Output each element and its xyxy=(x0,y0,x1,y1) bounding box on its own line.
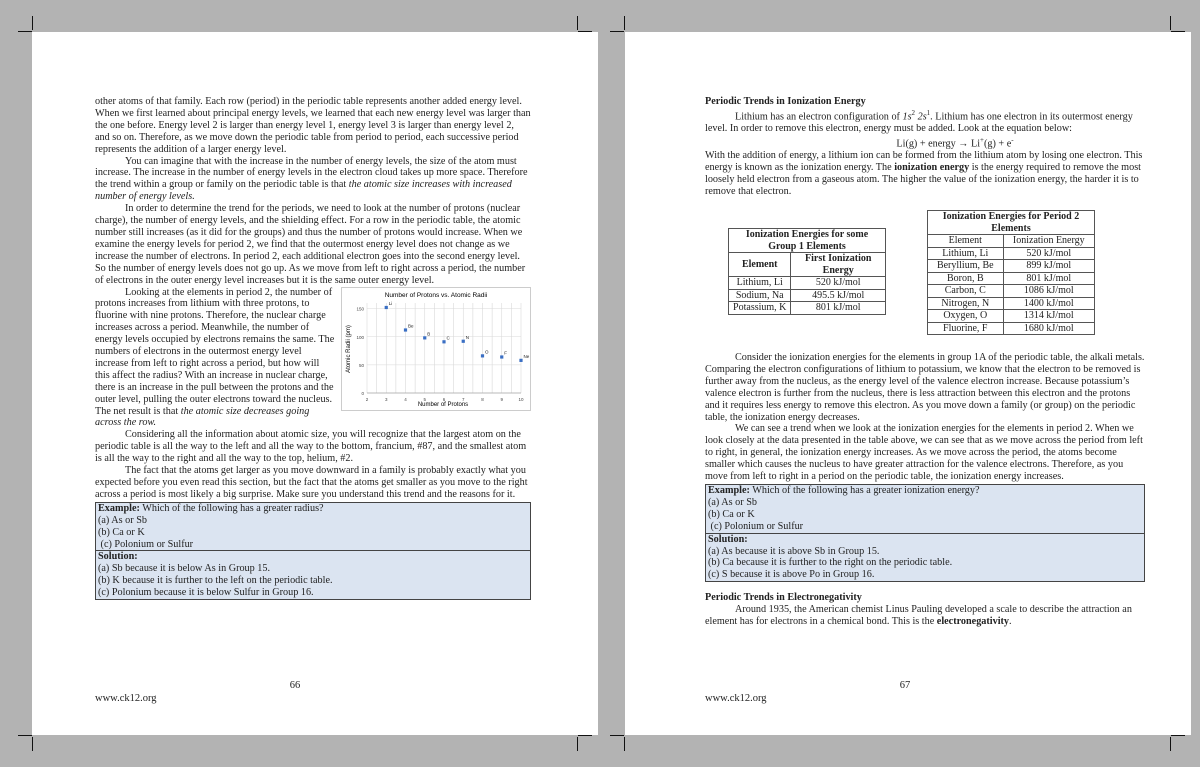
solution-line: (b) Ca because it is further to the right on the periodic table. xyxy=(708,557,953,569)
x-tick-label: 7 xyxy=(461,396,465,402)
example-option: (c) Polonium or Sulfur xyxy=(708,520,804,532)
data-point xyxy=(519,358,522,361)
data-point xyxy=(385,305,388,308)
example-option: (b) Ca or K xyxy=(98,526,145,538)
data-point xyxy=(404,328,407,331)
example-question: Example: Which of the following has a greater ionization energy? (a) As or Sb (b) Ca or K (c) Polonium or Sulfur xyxy=(706,485,1144,533)
example-option: (c) Polonium or Sulfur xyxy=(98,538,194,550)
y-axis-label: Atomic Radii (pm) xyxy=(346,324,352,373)
x-tick-label: 8 xyxy=(481,396,484,402)
y-tick-label: 0 xyxy=(361,390,364,396)
atomic-radii-chart xyxy=(341,287,531,411)
x-tick-label: 4 xyxy=(404,396,407,402)
solution-line: (c) Polonium because it is below Sulfur in Group 16. xyxy=(98,587,314,599)
data-point-label: Li xyxy=(388,300,393,306)
chart-frame xyxy=(342,287,531,410)
right-page-body-lower xyxy=(705,352,1145,628)
table-row: Fluorine, F 1680 kJ/mol xyxy=(928,322,1095,335)
table-header-row: Element Ionization Energy xyxy=(928,235,1095,248)
table-header-row: Element First Ionization Energy xyxy=(729,253,886,277)
solution-line: (a) Sb because it is below As in Group 15. xyxy=(98,563,271,575)
data-point-label: F xyxy=(504,350,507,355)
footer-url: www.ck12.org xyxy=(95,693,157,704)
example-solution: Solution: (a) As because it is above Sb in Group 15. (b) Ca because it is further to the right on the periodic table. (c) S because it is above Po in Group 16. xyxy=(706,533,1144,582)
x-tick-label: 10 xyxy=(518,396,524,402)
table-row: Carbon, C 1086 kJ/mol xyxy=(928,285,1095,298)
page-number: 66 xyxy=(289,680,301,691)
solution-line: (a) As because it is above Sb in Group 15. xyxy=(708,545,880,557)
y-tick-label: 150 xyxy=(356,306,364,312)
page-66 xyxy=(32,32,598,735)
solution-line: (c) S because it is above Po in Group 16. xyxy=(708,569,875,581)
solution-line: (b) K because it is further to the left on the periodic table. xyxy=(98,575,333,587)
x-tick-label: 2 xyxy=(365,396,369,402)
example-box xyxy=(95,502,531,600)
x-tick-label: 9 xyxy=(500,396,504,402)
table-title: Ionization Energies for some Group 1 Elements xyxy=(729,229,886,253)
data-point xyxy=(462,339,465,342)
paragraph: other atoms of that family. Each row (period) in the periodic table represents another added energy level. When we first learned about principal energy levels, we learned that each new energy level was larger than the one before. Energy level 2 is larger than energy level 1, energy level 3 is larger than energy level 2, and so on. Therefore, as we move down the periodic table from period to period, each successive period represents the addition of a larger energy level. xyxy=(95,96,531,155)
table-row: Lithium, Li 520 kJ/mol xyxy=(729,277,886,290)
paragraph: Considering all the information about atomic size, you will recognize that the largest atom on the periodic table is all the way to the left and all the way to the bottom, francium, #87, and the smallest atom is all the way to the right and all the way to the top, helium, #2. xyxy=(95,429,527,465)
left-page-body xyxy=(95,96,531,600)
data-point xyxy=(423,336,426,339)
data-point-label: B xyxy=(427,330,431,336)
arrow-icon: → xyxy=(958,138,969,150)
chart-title: Number of Protons vs. Atomic Radii xyxy=(384,291,488,299)
footer-url: www.ck12.org xyxy=(705,693,767,704)
data-point-label: N xyxy=(465,334,469,340)
data-point-label: Be xyxy=(408,323,414,328)
table-title: Ionization Energies for Period 2 Elements xyxy=(928,211,1095,235)
example-solution: Solution: (a) Sb because it is below As in Group 15. (b) K because it is further to the left on the periodic table. (c) Polonium because it is below Sulfur in Group 16. xyxy=(96,550,530,599)
group1-ionization-table xyxy=(728,228,886,315)
table-row: Sodium, Na 495.5 kJ/mol xyxy=(729,289,886,302)
data-point xyxy=(442,340,445,343)
paragraph: In order to determine the trend for the periods, we need to look at the number of protons (nuclear charge), the number of energy levels, and the shielding effect. For a row in the periodic table, the atomic number still increases (as it did for the groups) and thus the number of protons would increase. When we examine the energy levels for period 2, we find that the outermost energy level does not change as we increase the number of electrons. In period 2, each additional electron goes into the second energy level. So the number of energy levels does not go up. As we move from left to right across a period, the number of electrons in the outer energy level increases but it is the same outer energy level. xyxy=(95,203,526,286)
equation: Li(g) + energy → Li+(g) + e- xyxy=(896,136,1014,150)
x-tick-label: 3 xyxy=(384,396,388,402)
data-point-label: C xyxy=(446,334,450,340)
data-point-label: O xyxy=(485,348,489,354)
example-option: (b) Ca or K xyxy=(708,508,755,520)
paragraph: Lithium has an electron configuration of $1s^2$ $2s^1$. Lithium has one electron in its outermost energy level. In order to remove this electron, energy must be added. Look at the equation below: xyxy=(705,108,1133,135)
page-67 xyxy=(625,32,1191,735)
table-row: Oxygen, O 1314 kJ/mol xyxy=(928,310,1095,323)
table-row: Boron, B 801 kJ/mol xyxy=(928,272,1095,285)
paragraph: Looking at the elements in period 2, the number of protons increases from lithium with three protons, to fluorine with nine protons. Therefore, the nuclear charge increases across a period. Meanwhile, the number of energy levels occupied by electrons remains the same. The numbers of electrons in the outermost energy level increase from left to right across a period, but how will this affect the radius? With an increase in nuclear charge, there is an increase in the pull between the protons and the outer level, pulling the outer electrons toward the nucleus. The net result is that the atomic size decreases going across the row. xyxy=(95,286,335,429)
x-axis-label: Number of Protons xyxy=(417,401,469,408)
data-point-label: Ne xyxy=(523,353,530,359)
example-option: (a) As or Sb xyxy=(98,514,147,526)
data-point xyxy=(500,355,503,358)
paragraph: Around 1935, the American chemist Linus Pauling developed a scale to describe the attraction an element has for electrons in a chemical bond. This is the electronegativity. xyxy=(705,604,1132,628)
table-row: Lithium, Li 520 kJ/mol xyxy=(928,247,1095,260)
paragraph: We can see a trend when we look at the ionization energies for the elements in period 2. When we look closely at the data presented in the table above, we can see that as we move across the period from left to right, in general, the ionization energy increases. As we move across the period, the atoms become smaller which causes the nucleus to have greater attraction for the valence electrons. Therefore, as you move from left to right in a period on the periodic table, the ionization energy increases. xyxy=(705,423,1143,483)
table-row: Beryllium, Be 899 kJ/mol xyxy=(928,260,1095,273)
data-point xyxy=(481,354,484,357)
table-row: Nitrogen, N 1400 kJ/mol xyxy=(928,297,1095,310)
y-tick-label: 100 xyxy=(356,334,364,340)
y-tick-label: 50 xyxy=(358,362,364,368)
table-row: Potassium, K 801 kJ/mol xyxy=(729,302,886,315)
x-tick-label: 6 xyxy=(442,396,446,402)
example-box xyxy=(705,484,1145,582)
paragraph: With the addition of energy, a lithium ion can be formed from the lithium atom by losing one electron. This energy is known as the ionization energy. The ionization energy is the energy required to remove the most loosely held electron from a gaseous atom. The higher the value of the ionization energy, the harder it is to remove that electron. xyxy=(705,150,1143,198)
x-tick-label: 5 xyxy=(423,396,427,402)
example-question: Example: Which of the following has a greater radius? (a) As or Sb (b) Ca or K (c) Polonium or Sulfur xyxy=(96,503,530,551)
chart-svg xyxy=(341,287,531,411)
example-option: (a) As or Sb xyxy=(708,496,757,508)
period2-ionization-table xyxy=(927,210,1095,335)
paragraph: The fact that the atoms get larger as you move downward in a family is probably exactly what you expected before you even read this section, but the fact that the atoms get smaller as you move to the right across a period is most likely a big surprise. Make sure you understand this trend and the reasons for it. xyxy=(95,465,528,500)
right-page-body xyxy=(705,96,1145,198)
paragraph: You can imagine that with the increase in the number of energy levels, the size of the atom must increase. The increase in the number of energy levels in the electron cloud takes up more space. Therefore the trend within a group or family on the periodic table is that the atomic size increases with increased number of energy levels. xyxy=(95,155,528,203)
section-heading: Periodic Trends in Electronegativity xyxy=(705,592,862,604)
section-heading: Periodic Trends in Ionization Energy xyxy=(705,96,866,107)
page-number: 67 xyxy=(899,680,911,691)
paragraph: Consider the ionization energies for the elements in group 1A of the periodic table, the alkali metals. Comparing the electron configurations of lithium to potassium, we know that the electron to be removed is further away from the nucleus, as the energy level of the valence electron increase. Because potassium’s valence electron is further from the nucleus, there is less attraction between this electron and the protons and it requires less energy to remove this electron. As you move down a family (or group) on the periodic table, the ionization energy decreases. xyxy=(705,352,1145,423)
